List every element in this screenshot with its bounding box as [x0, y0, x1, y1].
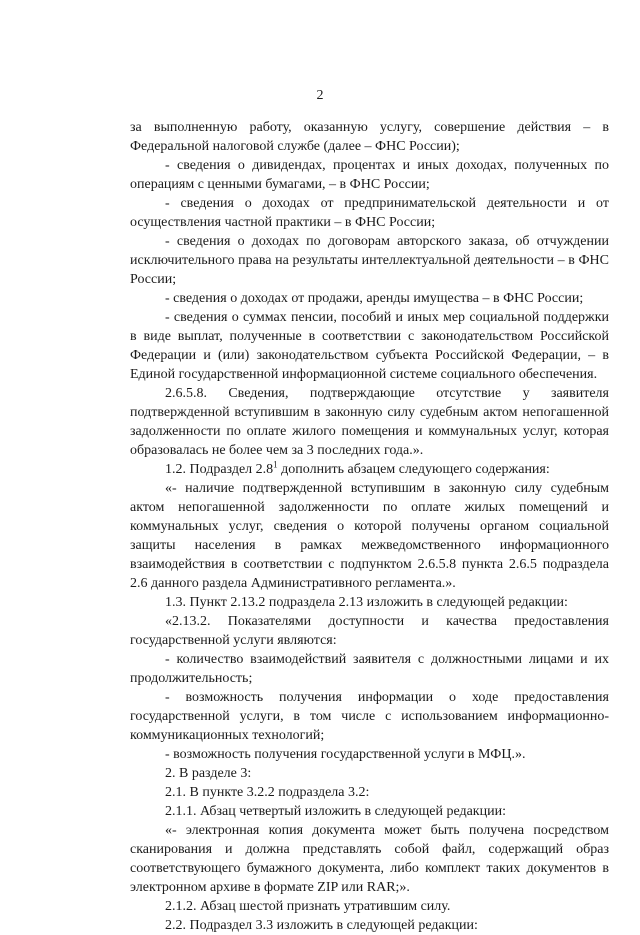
paragraph: за выполненную работу, оказанную услугу, совершение действия – в Федеральной налоговой службе (далее – ФНС России);: [130, 120, 609, 154]
paragraph: 2.1.1. Абзац четвертый изложить в следующей редакции:: [165, 804, 506, 819]
paragraph: 2. В разделе 3:: [165, 766, 252, 781]
paragraph: - возможность получения государственной услуги в МФЦ.».: [165, 747, 526, 762]
paragraph: [130, 460, 609, 479]
paragraph: 1.3. Пункт 2.13.2 подраздела 2.13 изложить в следующей редакции:: [165, 595, 568, 610]
paragraph: - сведения о доходах по договорам авторского заказа, об отчуждении исключительного права на результаты интеллектуальной деятельности – в ФНС России;: [130, 234, 609, 287]
paragraph: 2.1.2. Абзац шестой признать утратившим силу.: [165, 899, 451, 914]
paragraph: 2.6.5.8. Сведения, подтверждающие отсутствие у заявителя подтвержденной вступившим в законную силу судебным актом непогашенной задолженности по оплате жилого помещения и коммунальных услуг, которая образовалась не более чем за 3 последних года.».: [130, 386, 609, 458]
paragraph: 2.2. Подраздел 3.3 изложить в следующей редакции:: [165, 918, 478, 933]
document-body: [130, 118, 609, 935]
paragraph: - сведения о суммах пенсии, пособий и иных мер социальной поддержки в виде выплат, полученные в соответствии с законодательством Российской Федерации и (или) законодательством субъекта Российской Федерации, – в Единой государственной информационной системе социального обеспечения.: [130, 310, 609, 382]
paragraph: 2.1. В пункте 3.2.2 подраздела 3.2:: [165, 785, 370, 800]
paragraph: «2.13.2. Показателями доступности и качества предоставления государственной услуги являются:: [130, 614, 609, 648]
page-number: 2: [316, 88, 324, 103]
paragraph-text: 1.2. Подраздел 2.8: [165, 462, 274, 477]
paragraph: - сведения о доходах от продажи, аренды имущества – в ФНС России;: [165, 291, 584, 306]
superscript: 1: [273, 459, 278, 470]
paragraph-text: дополнить абзацем следующего содержания:: [277, 462, 550, 477]
paragraph: - количество взаимодействий заявителя с должностными лицами и их продолжительность;: [130, 652, 609, 686]
paragraph: «- электронная копия документа может быть получена посредством сканирования и должна представлять собой файл, содержащий образ соответствующего бумажного документа, либо комплект таких документов в электронном архиве в формате ZIP или RAR;».: [130, 823, 609, 895]
paragraph: - сведения о дивидендах, процентах и иных доходах, полученных по операциям с ценными бумагами, – в ФНС России;: [130, 158, 609, 192]
paragraph: - сведения о доходах от предпринимательской деятельности и от осуществления частной практики – в ФНС России;: [130, 196, 609, 230]
paragraph: - возможность получения информации о ходе предоставления государственной услуги, в том числе с использованием информационно-коммуникационных технологий;: [130, 690, 609, 743]
paragraph: «- наличие подтвержденной вступившим в законную силу судебным актом непогашенной задолженности по оплате жилых помещений и коммунальных услуг, сведения о которой получены органом социальной защиты населения в рамках межведомственного информационного взаимодействия в соответствии с подпунктом 2.6.5.8 пункта 2.6.5 подраздела 2.6 данного раздела Административного регламента.».: [130, 481, 609, 591]
